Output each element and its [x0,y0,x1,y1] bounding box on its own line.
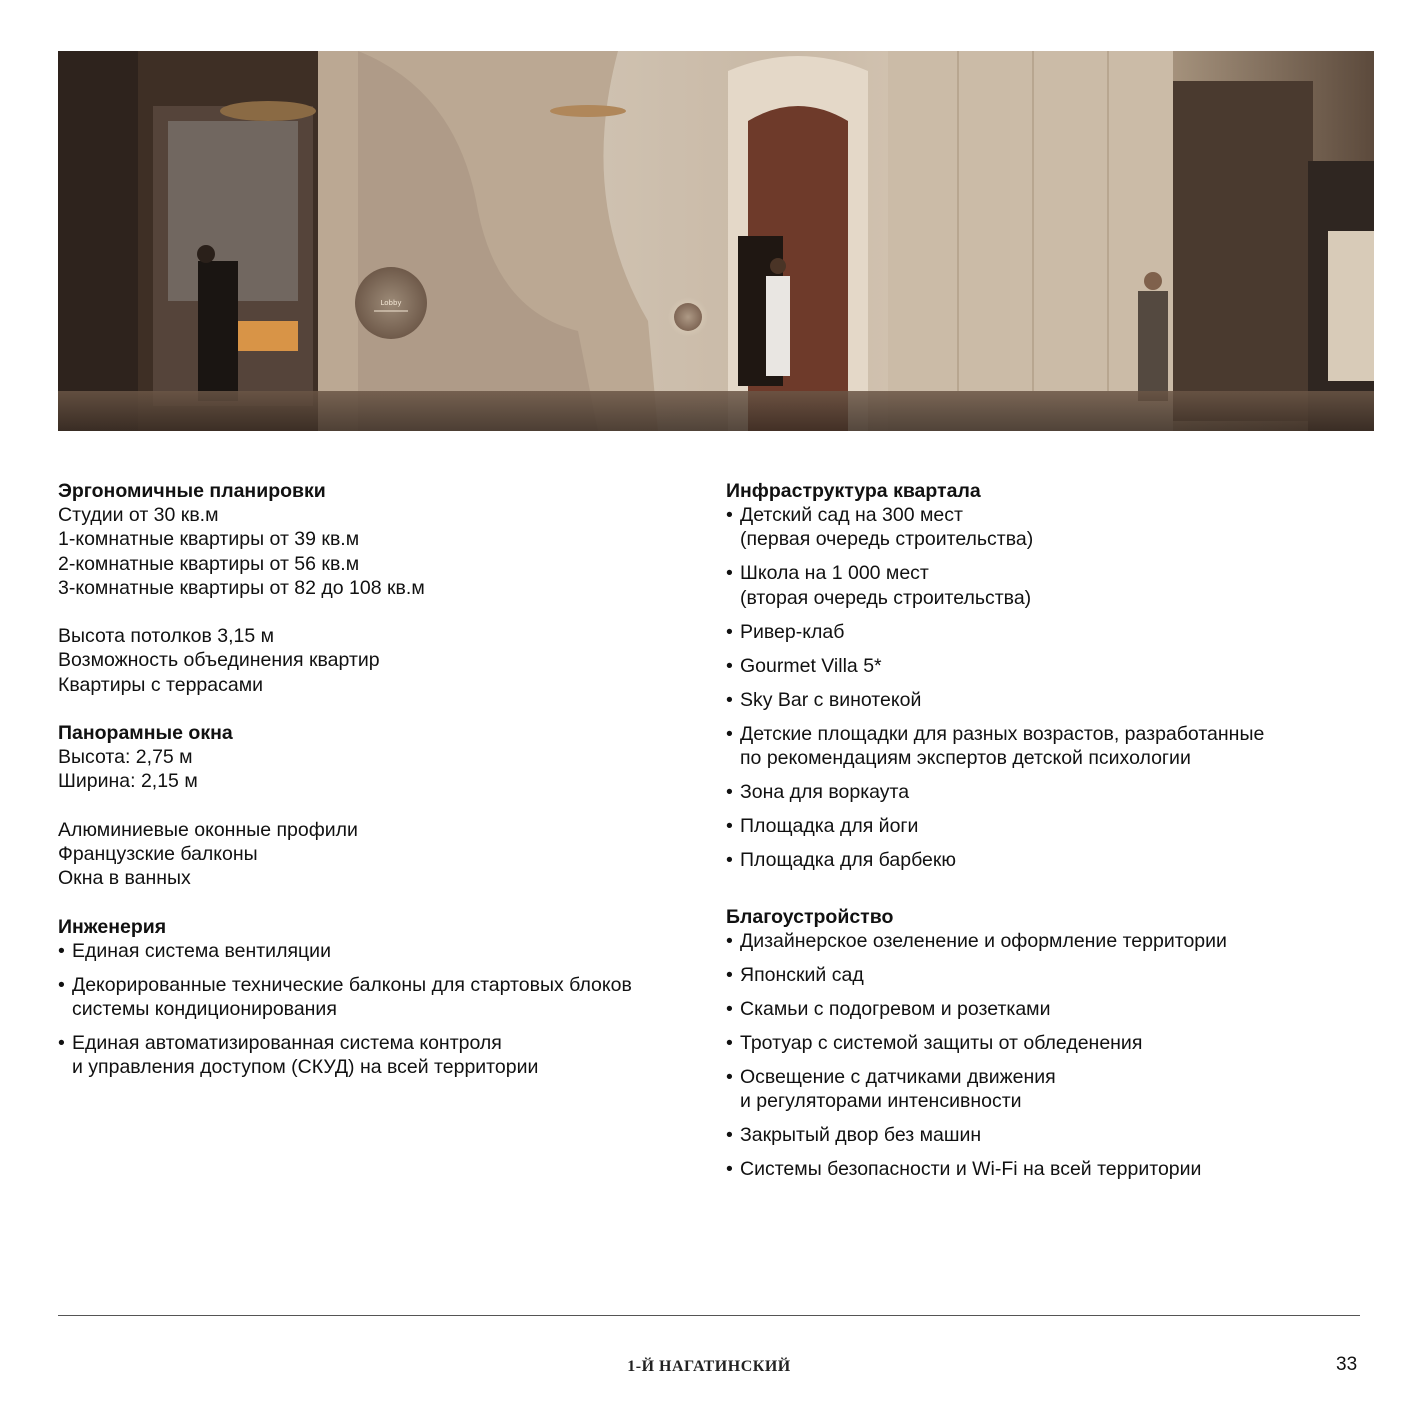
landscaping-list [726,929,1346,1181]
layouts-heading: Эргономичные планировки [58,480,326,502]
list-item: • Gourmet Villa 5* [726,654,1346,678]
windows-section [58,721,698,794]
features-section [58,624,698,697]
lobby-illustration [58,51,1374,431]
list-item: • Sky Bar с винотекой [726,688,1346,712]
list-item: • Детские площадки для разных возрастов, разработанные по рекомендациям экспертов детской психологии [726,722,1346,770]
layouts-line: Студии от 30 кв.м [58,504,219,527]
list-item: • Тротуар с системой защиты от обледенения [726,1031,1346,1055]
profiles-line: Алюминиевые оконные профили [58,818,358,841]
list-item: • Площадка для йоги [726,814,1346,838]
list-item: • Зона для воркаута [726,780,1346,804]
features-line: Возможность объединения квартир [58,649,380,672]
list-item: • Декорированные технические балконы для стартовых блоков системы кондиционирования [58,973,698,1021]
list-item: • Детский сад на 300 мест (первая очередь строительства) [726,503,1346,551]
features-line: Высота потолков 3,15 м [58,625,275,648]
profiles-section [58,818,698,891]
list-item: • Системы безопасности и Wi-Fi на всей территории [726,1157,1346,1181]
profiles-line: Французские балконы [58,843,258,865]
page-number: 33 [1336,1354,1358,1375]
left-column [58,479,698,1104]
engineering-heading: Инженерия [58,915,167,938]
list-item: • Закрытый двор без машин [726,1123,1346,1147]
infrastructure-list [726,503,1346,872]
layouts-line: 2-комнатные квартиры от 56 кв.м [58,552,360,575]
list-item: • Дизайнерское озеленение и оформление территории [726,929,1346,953]
landscaping-section [726,905,1346,1182]
landscaping-heading: Благоустройство [726,906,894,929]
infrastructure-heading: Инфраструктура квартала [726,480,981,502]
list-item: • Площадка для барбекю [726,848,1346,872]
list-item: • Ривер-клаб [726,620,1346,644]
windows-line: Ширина: 2,15 м [58,770,198,793]
footer-divider [58,1315,1360,1316]
windows-line: Высота: 2,75 м [58,746,193,769]
layouts-line: 3-комнатные квартиры от 82 до 108 кв.м [58,576,425,599]
engineering-list [58,939,698,1080]
profiles-line: Окна в ванных [58,867,191,890]
right-column [726,479,1346,1206]
list-item: • Единая система вентиляции [58,939,698,963]
list-item: • Японский сад [726,963,1346,987]
engineering-section [58,915,698,1080]
lobby-sign-label: Lobby [380,299,402,307]
layouts-section [58,479,698,600]
brand-logo: 1-Й НАГАТИНСКИЙ [627,1358,791,1375]
list-item: • Скамьи с подогревом и розетками [726,997,1346,1021]
infrastructure-section [726,479,1346,872]
list-item: • Освещение с датчиками движения и регуляторами интенсивности [726,1065,1346,1113]
features-line: Квартиры с террасами [58,673,264,696]
list-item: • Единая автоматизированная система контроля и управления доступом (СКУД) на всей территории [58,1031,698,1079]
list-item: • Школа на 1 000 мест (вторая очередь строительства) [726,561,1346,609]
windows-heading: Панорамные окна [58,722,233,744]
lobby-hero-image [58,51,1374,431]
layouts-line: 1-комнатные квартиры от 39 кв.м [58,528,360,551]
